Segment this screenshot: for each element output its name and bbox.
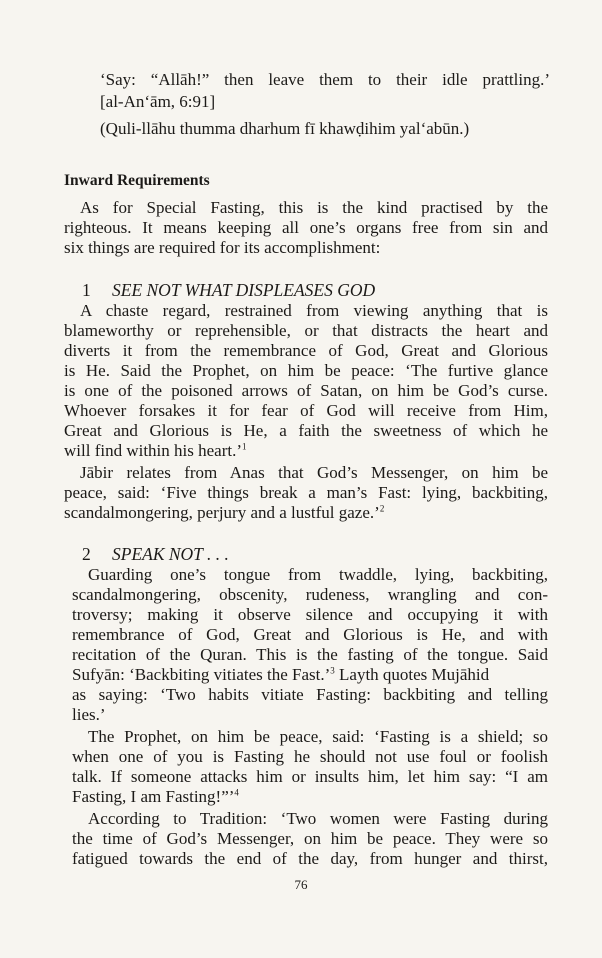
s2-line-5: recitation of the Quran. This is the fasting of the tongue. Said	[72, 645, 548, 664]
section-2-number: 2	[82, 544, 91, 564]
s2-line-4: remembrance of God, Great and Glorious is He, and with	[72, 625, 548, 644]
s2-line-15: fatigued towards the end of the day, from hunger and thirst,	[72, 849, 548, 868]
s2-line-6-cont: Layth quotes Mujāhid	[334, 665, 490, 684]
intro-line-1: As for Special Fasting, this is the kind practised by the	[80, 198, 548, 217]
footnote-marker-4: 4	[234, 787, 239, 798]
footnote-marker-1: 1	[242, 441, 247, 452]
s1-line-4: is He. Said the Prophet, on him be peace: ‘The furtive glance	[64, 361, 548, 380]
s1-line-5: is one of the poisoned arrows of Satan, on him be God’s curse.	[64, 381, 548, 400]
s2-line-14: the time of God’s Messenger, on him be peace. They were so	[72, 829, 548, 848]
intro-line-3: six things are required for its accomplishment:	[64, 238, 381, 257]
section-heading-inward-requirements: Inward Requirements	[64, 172, 210, 189]
s1-line-9: Jābir relates from Anas that God’s Messenger, on him be	[80, 463, 548, 482]
footnote-marker-2: 2	[379, 503, 385, 514]
section-2-title-text: SPEAK NOT . . .	[112, 544, 229, 564]
section-1-number: 1	[82, 280, 91, 300]
s2-line-10: when one of you is Fasting he should not use foul or foolish	[72, 747, 548, 766]
quote-reference: [al-An‘ām, 6:91]	[100, 92, 216, 111]
s2-line-3: troversy; making it observe silence and occupying it with	[72, 605, 548, 624]
s2-line-13: According to Tradition: ‘Two women were Fasting during	[88, 809, 548, 828]
s1-line-3: diverts it from the remembrance of God, Great and Glorious	[64, 341, 548, 360]
s2-line-6	[72, 665, 489, 685]
s1-line-11-text: scandalmongering, perjury and a lustful gaze.’	[64, 503, 380, 522]
s1-line-1: A chaste regard, restrained from viewing anything that is	[80, 301, 548, 320]
s2-line-1: Guarding one’s tongue from twaddle, lying, backbiting,	[88, 565, 548, 584]
s2-line-7: as saying: ‘Two habits vitiate Fasting: backbiting and telling	[72, 685, 548, 704]
section-2-title	[82, 544, 229, 565]
quote-transliteration: (Quli-llāhu thumma dharhum fī khawḍihim yal‘abūn.)	[100, 119, 470, 138]
s2-line-11: talk. If someone attacks him or insults him, let him say: “I am	[72, 767, 548, 786]
page-number: 76	[294, 877, 308, 892]
s2-line-12	[72, 787, 239, 807]
footnote-marker-3: 3	[330, 665, 335, 676]
s1-line-8	[64, 441, 247, 461]
s2-line-2: scandalmongering, obscenity, rudeness, wrangling and con-	[72, 585, 548, 604]
section-1-title-text: SEE NOT WHAT DISPLEASES GOD	[112, 280, 376, 300]
s1-line-7: Great and Glorious is He, a faith the sweetness of which he	[64, 421, 548, 440]
s1-line-2: blameworthy or reprehensible, or that distracts the heart and	[64, 321, 548, 340]
s2-line-9: The Prophet, on him be peace, said: ‘Fasting is a shield; so	[88, 727, 548, 746]
section-1-title	[82, 280, 375, 301]
s2-line-12-text: Fasting, I am Fasting!”’	[72, 787, 235, 806]
quote-line-1: ‘Say: “Allāh!” then leave them to their idle prattling.’	[100, 70, 550, 89]
intro-line-2: righteous. It means keeping all one’s organs free from sin and	[64, 218, 548, 237]
s1-line-10: peace, said: ‘Five things break a man’s Fast: lying, backbiting,	[64, 483, 548, 502]
s2-line-8: lies.’	[72, 705, 106, 724]
s1-line-8-text: will find within his heart.’	[64, 441, 243, 460]
s2-line-6-text: Sufyān: ‘Backbiting vitiates the Fast.’	[72, 665, 331, 684]
s1-line-6: Whoever forsakes it for fear of God will receive from Him,	[64, 401, 548, 420]
s1-line-11	[64, 503, 384, 523]
